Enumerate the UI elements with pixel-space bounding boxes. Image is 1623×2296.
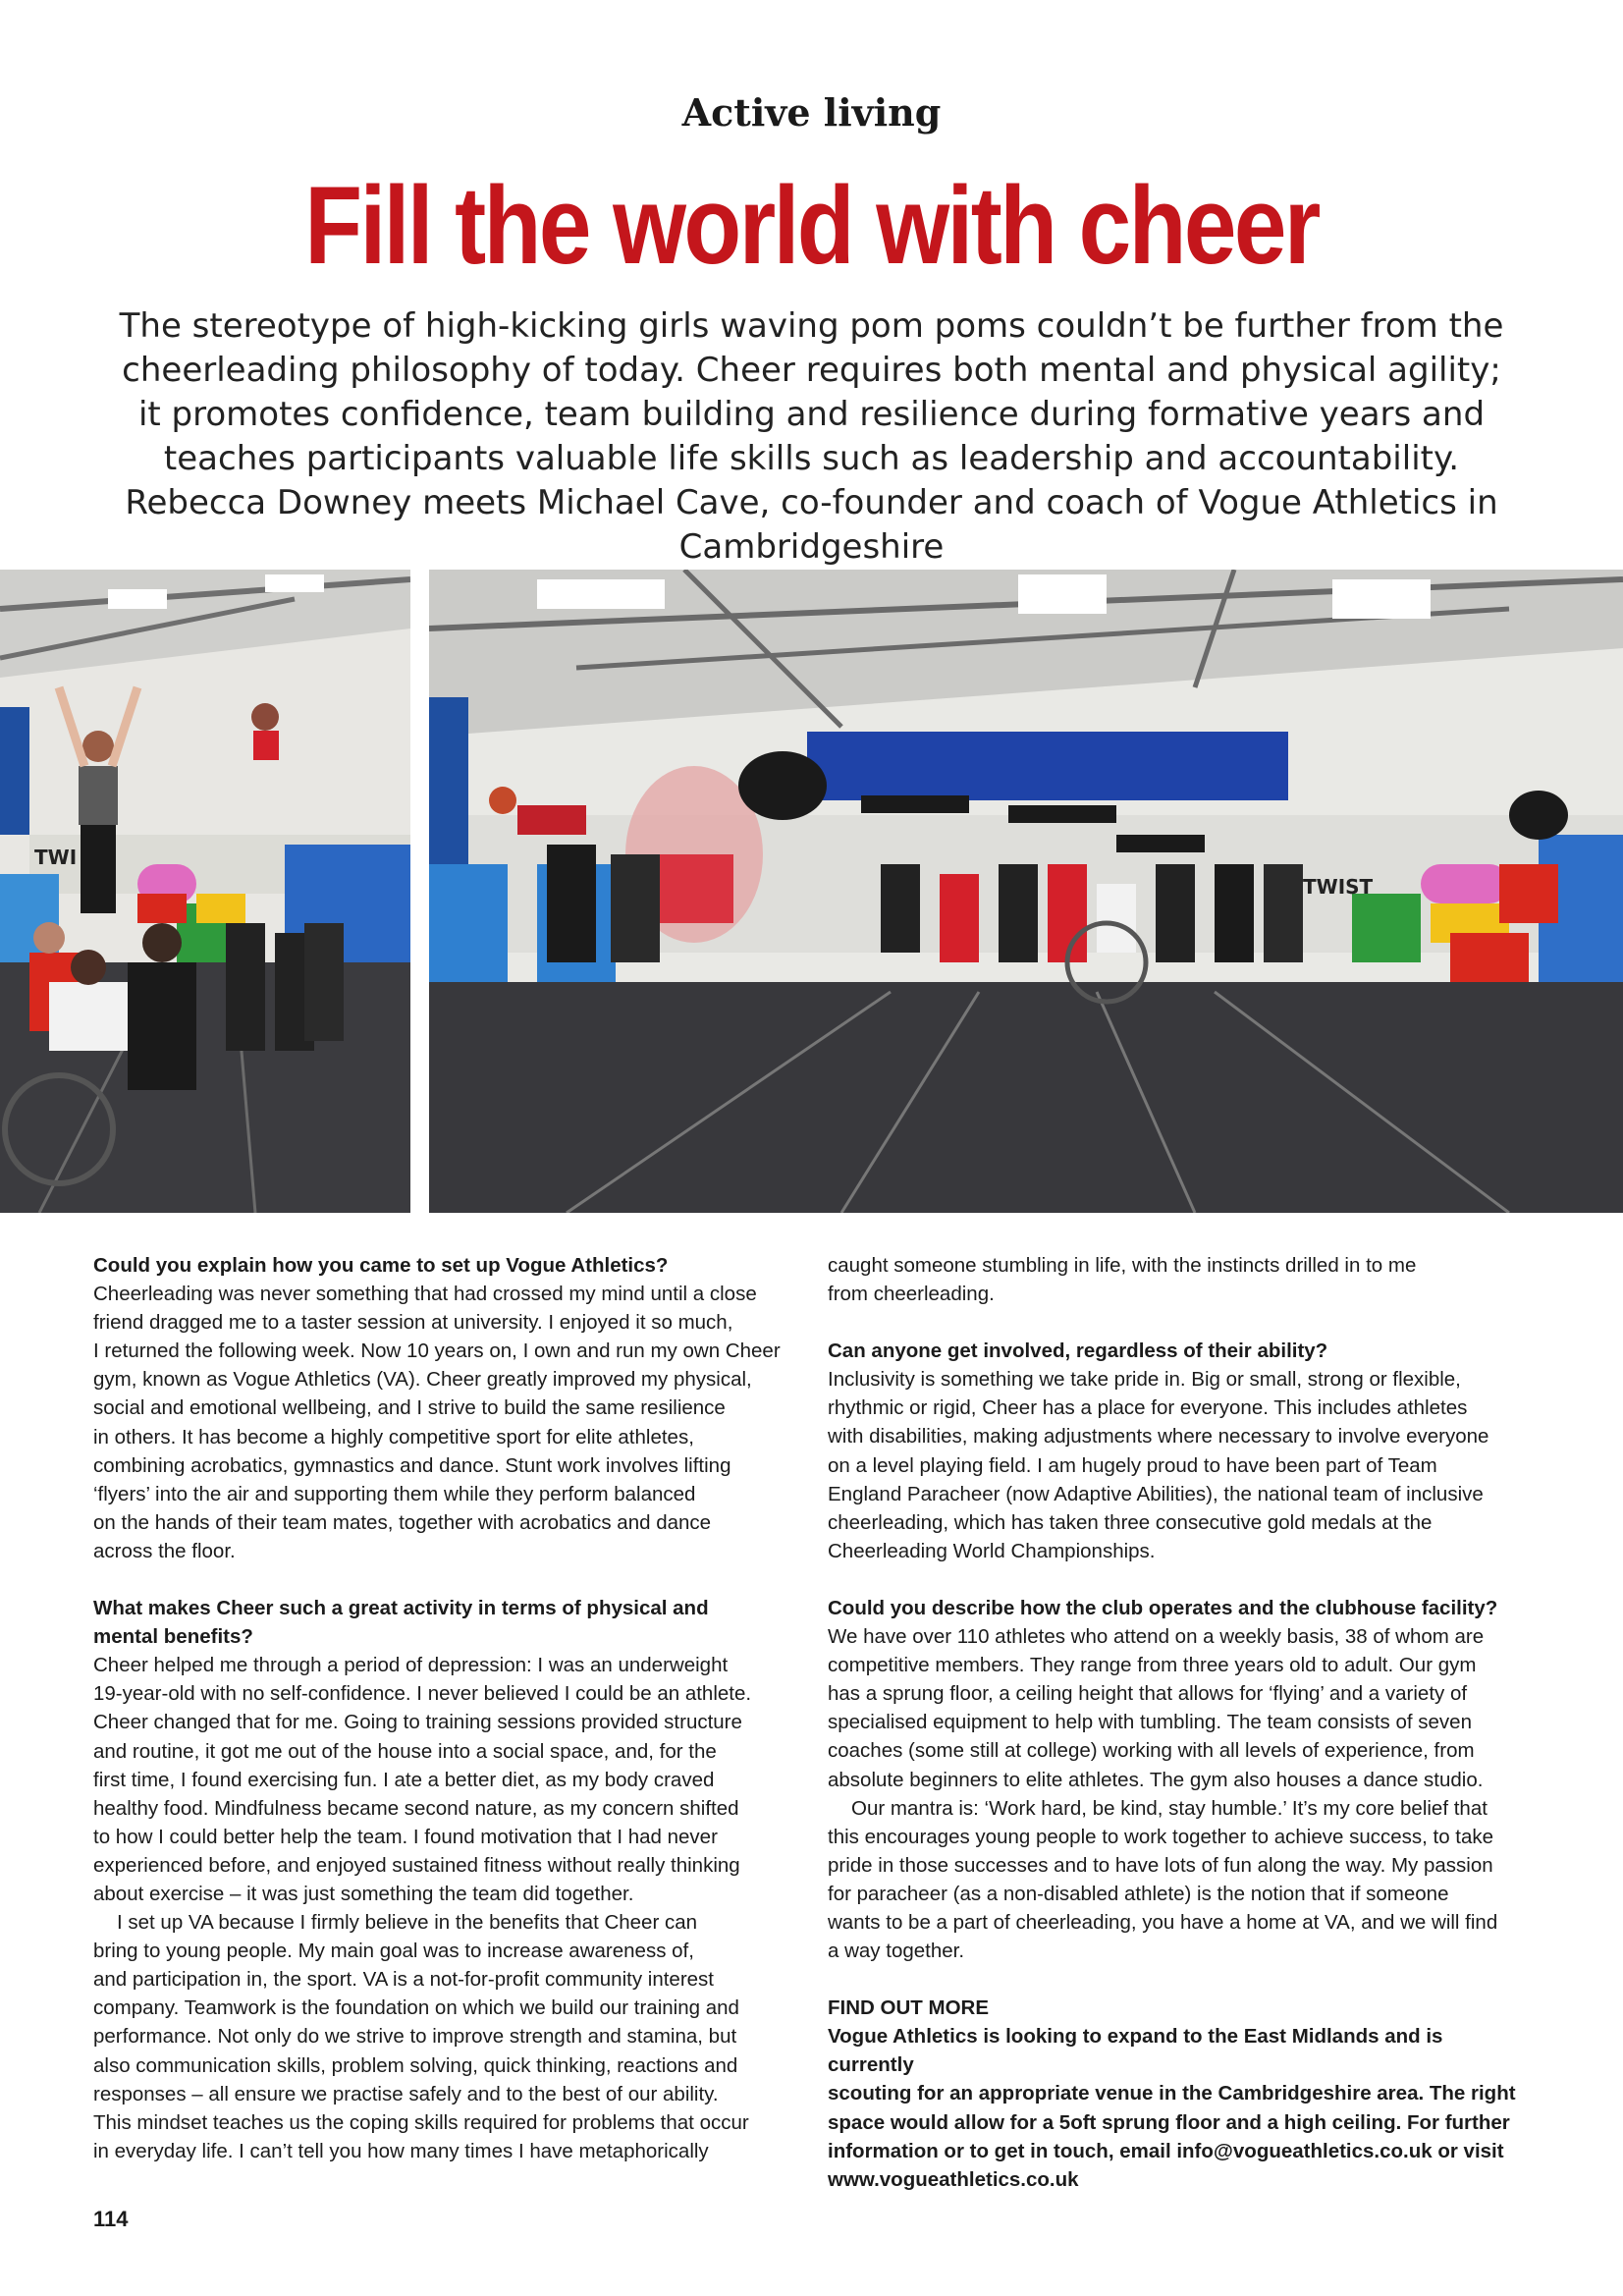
question-heading: Could you describe how the club operates and the clubhouse facility? bbox=[828, 1596, 1498, 1619]
paragraph-gap bbox=[828, 1965, 1530, 1994]
question-heading: Could you explain how you came to set up Vogue Athletics? bbox=[93, 1254, 669, 1277]
paragraph-gap bbox=[93, 1565, 810, 1594]
paragraph-gap bbox=[828, 1565, 1530, 1594]
paragraph-gap bbox=[828, 1308, 1530, 1337]
answer-paragraph: caught someone stumbling in life, with the instincts drilled in to me from cheerleading. bbox=[828, 1254, 1417, 1306]
answer-paragraph: Cheer helped me through a period of depression: I was an underweight 19-year-old with no self-confidence. I never believed I could be an athlete. Cheer changed that for me. Going to training sessions provided structure and routine, it got me out of the house into a social space, and, for the first time, I found exercising fun. I ate a better diet, as my body craved healthy food. Mindfulness became second nature, as my concern shifted to how I could better help the team. I found motivation that I had never experienced before, and enjoyed sustained fitness without really thinking about exercise – it was just something the team did together. bbox=[93, 1654, 752, 1905]
page-number: 114 bbox=[93, 2207, 129, 2231]
question-heading: Can anyone get involved, regardless of their ability? bbox=[828, 1339, 1328, 1363]
article-body-right-column bbox=[828, 1251, 1530, 2194]
answer-paragraph: I set up VA because I firmly believe in the benefits that Cheer can bring to young people. My main goal was to increase awareness of, and participation in, the sport. VA is a not-for-profit community interest company. Teamwork is the foundation on which we build our training and performance. Not only do we strive to improve strength and stamina, but also communication skills, problem solving, quick thinking, reactions and responses – all ensure we practise safely and to the best of our ability. This mindset teaches us the coping skills required for problems that occur in everyday life. I can’t tell you how many times I have metaphorically bbox=[93, 1911, 749, 2162]
section-label: Active living bbox=[681, 90, 942, 135]
find-out-more-text: Vogue Athletics is looking to expand to the East Midlands and is currently scouting for an appropriate venue in the Cambridgeshire area. The right space would allow for a 5oft sprung floor and a high ceiling. For further information or to get in touch, email info@vogueathletics.co.uk or visit www.vogueathletics.co.uk bbox=[828, 2025, 1516, 2191]
photo-team-stunts bbox=[429, 570, 1623, 1213]
find-out-more-heading: FIND OUT MORE bbox=[828, 1996, 989, 2020]
article-headline: Fill the world with cheer bbox=[304, 164, 1319, 287]
photo-stunt-pyramid bbox=[0, 570, 410, 1213]
answer-paragraph: Our mantra is: ‘Work hard, be kind, stay humble.’ It’s my core belief that this encourages young people to work together to achieve success, to take pride in those successes and to have lots of fun along the way. My passion for paracheer (as a non-disabled athlete) is the notion that if someone wants to be a part of cheerleading, you have a home at VA, and we will find a way together. bbox=[828, 1796, 1498, 1963]
answer-paragraph: We have over 110 athletes who attend on a weekly basis, 38 of whom are competitive members. They range from three years old to adult. Our gym has a sprung floor, a ceiling height that allows for ‘flying’ and a variety of specialised equipment to help with tumbling. The team consists of seven coaches (some still at college) working with all levels of experience, from absolute beginners to elite athletes. The gym also houses a dance studio. bbox=[828, 1625, 1485, 1791]
question-heading: What makes Cheer such a great activity in terms of physical and mental benefits? bbox=[93, 1597, 709, 1649]
gym-sign-left: TWI bbox=[34, 846, 78, 869]
answer-paragraph: Inclusivity is something we take pride in. Big or small, strong or flexible, rhythmic or rigid, Cheer has a place for everyone. This includes athletes with disabilities, making adjustments where necessary to involve everyone on a level playing field. I am hugely proud to have been part of Team England Paracheer (now Adaptive Abilities), the national team of inclusive cheerleading, which has taken three consecutive gold medals at the Cheerleading World Championships. bbox=[828, 1368, 1489, 1562]
gym-sign-right: TWIST bbox=[1303, 875, 1374, 899]
article-standfirst: The stereotype of high-kicking girls waving pom poms couldn’t be further from the cheerleading philosophy of today. Cheer requires both mental and physical agility; it promotes confidence, team building and resilience during formative years and teaches participants valuable life skills such as leadership and accountability. Rebecca Downey meets Michael Cave, co-founder and coach of Vogue Athletics in Cambridgeshire bbox=[119, 306, 1504, 567]
article-body-left-column bbox=[93, 1251, 810, 2165]
answer-paragraph: Cheerleading was never something that had crossed my mind until a close friend dragged me to a taster session at university. I enjoyed it so much, I returned the following week. Now 10 years on, I own and run my own Cheer gym, known as Vogue Athletics (VA). Cheer greatly improved my physical, social and emotional wellbeing, and I strive to build the same resilience in others. It has become a highly competitive sport for elite athletes, combining acrobatics, gymnastics and dance. Stunt work involves lifting ‘flyers’ into the air and supporting them while they perform balanced on the hands of their team mates, together with acrobatics and dance across the floor. bbox=[93, 1283, 781, 1562]
